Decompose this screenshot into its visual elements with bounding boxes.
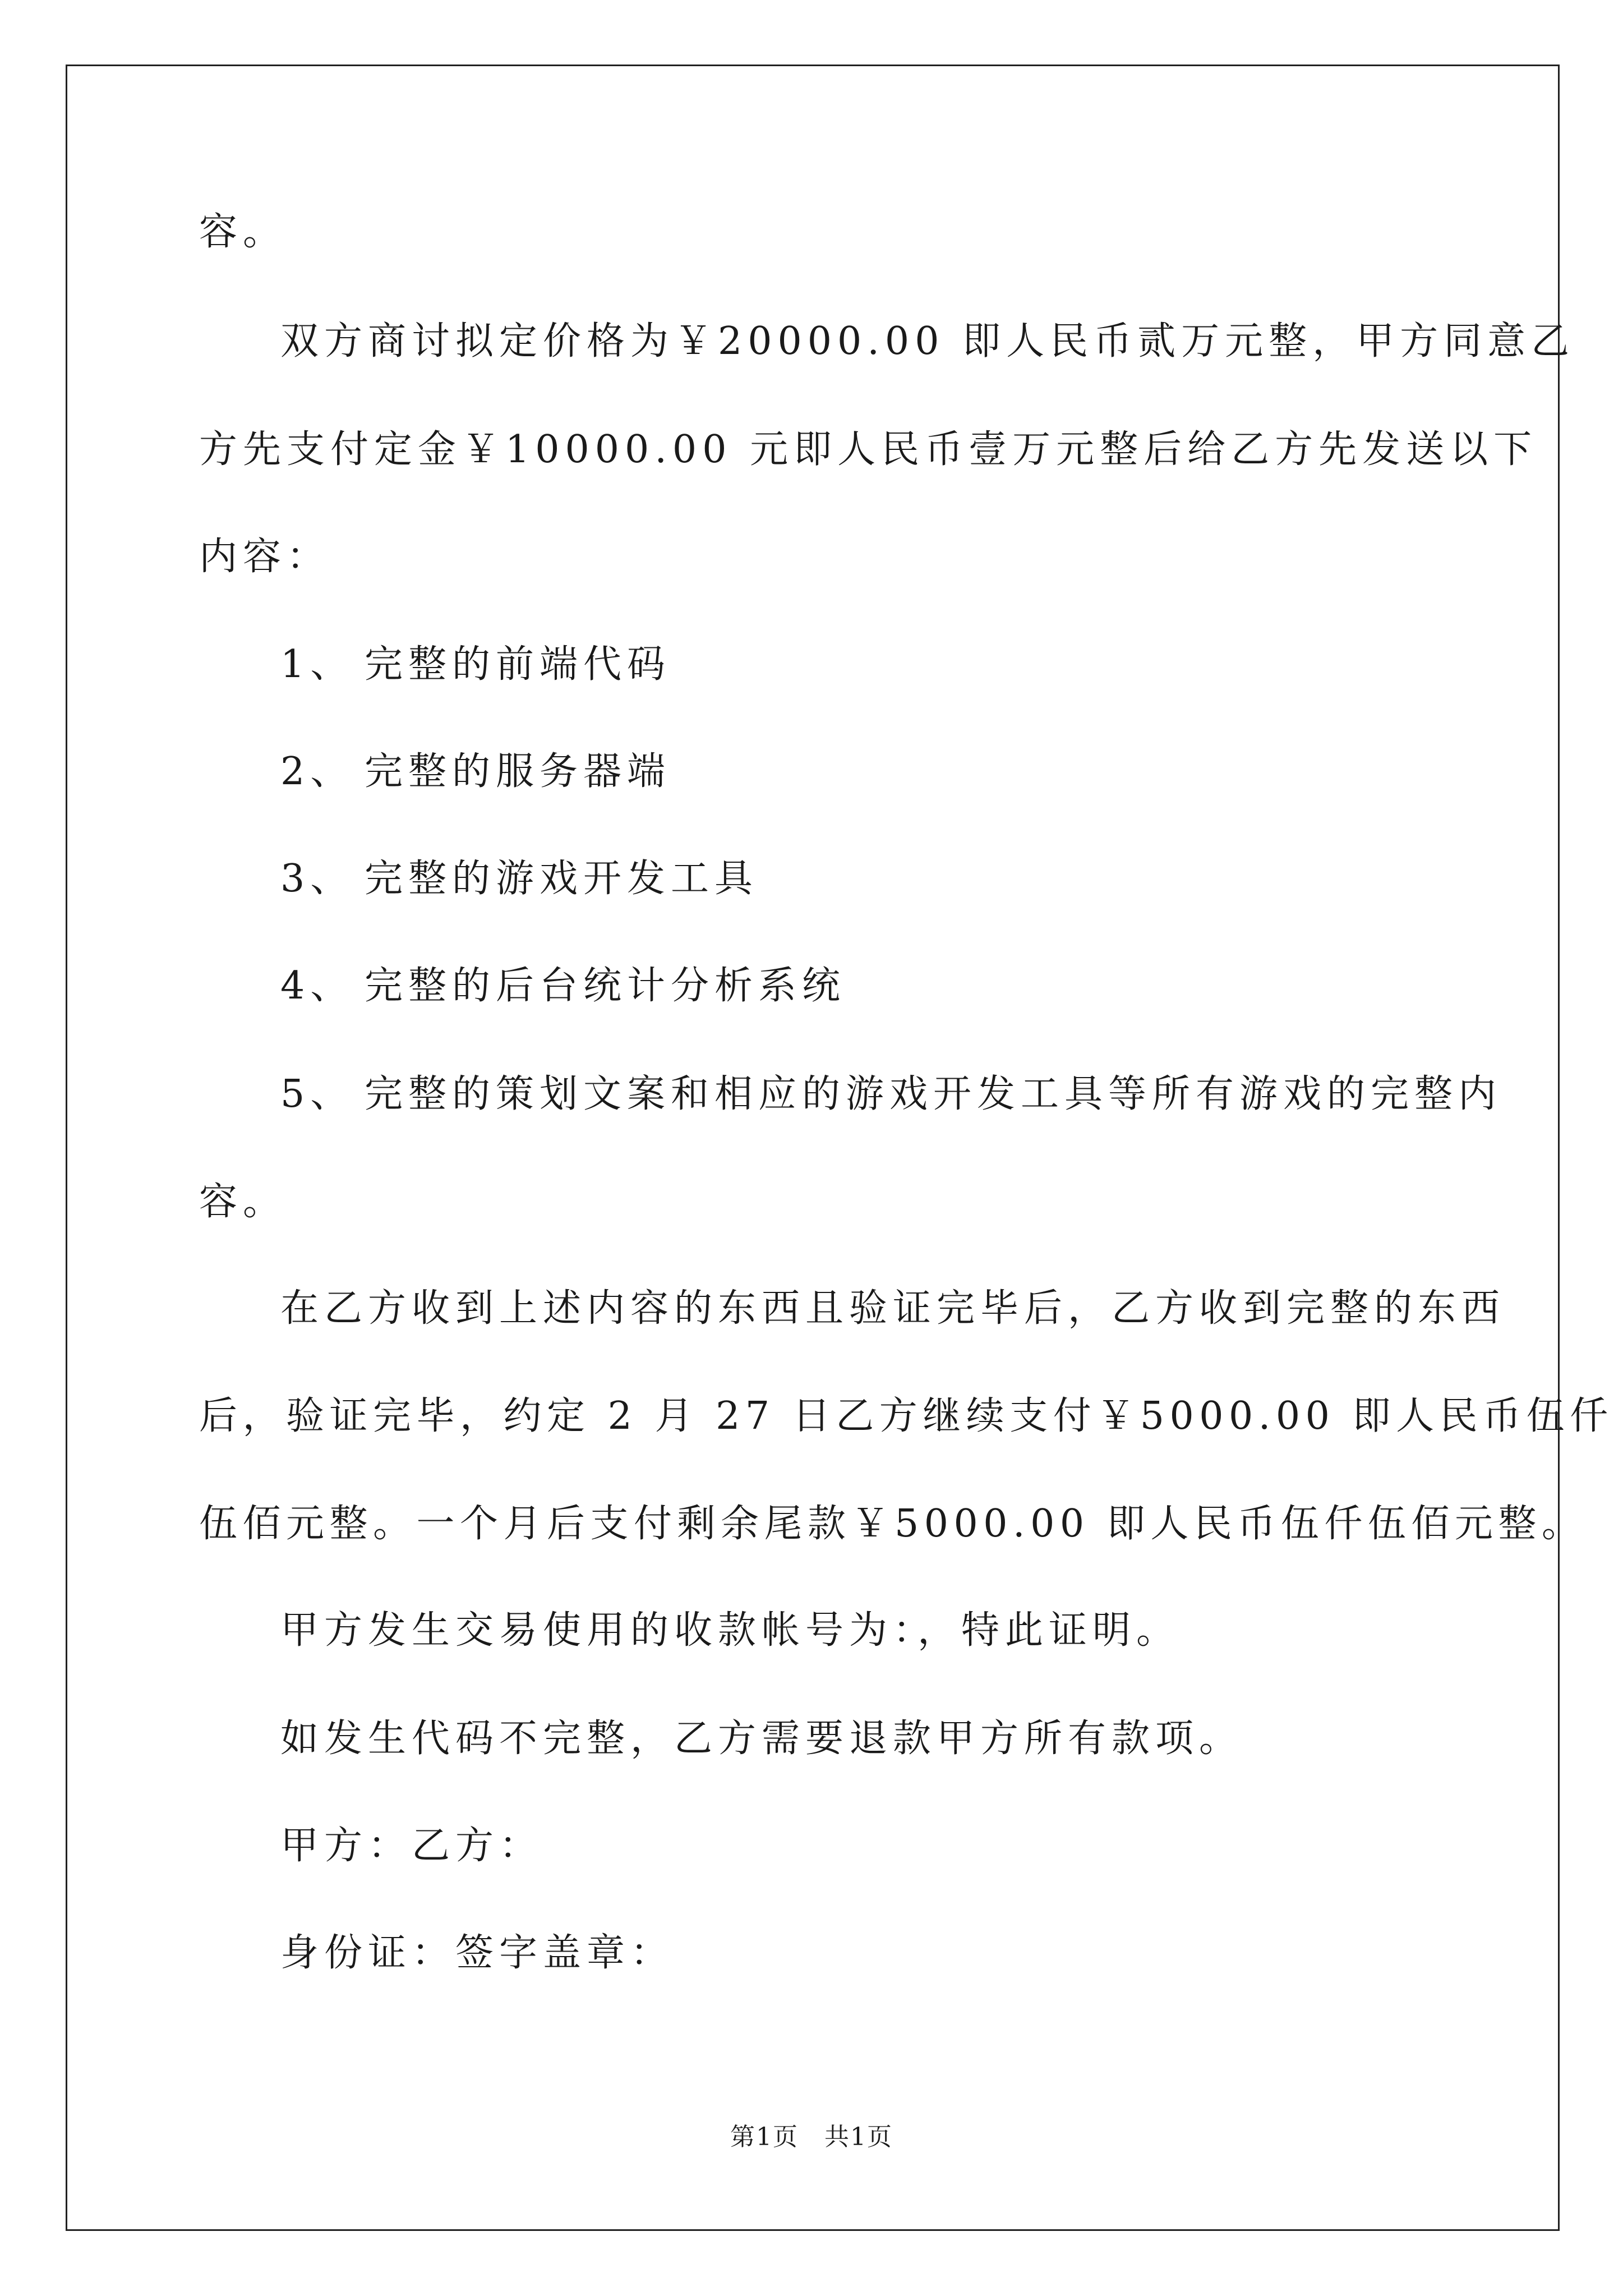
list-item-number: 5、 (280, 1072, 354, 1116)
list-item-text: 完整的后台统计分析系统 (365, 964, 846, 1008)
text-line: 容。 (199, 210, 287, 254)
list-item (280, 747, 671, 797)
list-item (280, 854, 758, 904)
list-item-number: 1、 (280, 642, 354, 687)
text-line: 方先支付定金￥10000.00 元即人民币壹万元整后给乙方先发送以下 (199, 427, 1538, 472)
text-line: 内容： (199, 535, 331, 579)
text-line: 后，验证完毕，约定 2 月 27 日乙方继续支付￥5000.00 即人民币伍仟 (199, 1394, 1613, 1438)
text-line: 伍佰元整。一个月后支付剩余尾款￥5000.00 即人民币伍仟伍佰元整。 (199, 1502, 1585, 1546)
text-line: 甲方发生交易使用的收款帐号为：，特此证明。 (280, 1608, 1181, 1653)
text-line: 如发生代码不完整，乙方需要退款甲方所有款项。 (280, 1717, 1243, 1761)
list-item-text: 完整的前端代码 (365, 642, 671, 687)
text-line: 在乙方收到上述内容的东西且验证完毕后，乙方收到完整的东西 (280, 1286, 1506, 1331)
list-item (280, 961, 846, 1011)
list-item-text: 完整的服务器端 (365, 749, 671, 794)
text-line: 容。 (199, 1180, 287, 1224)
list-item (280, 639, 671, 690)
page-footer: 第1页 共1页 (730, 2123, 893, 2151)
text-line: 身份证：签字盖章： (280, 1931, 675, 1975)
list-item-number: 4、 (280, 964, 354, 1008)
list-item-text: 完整的策划文案和相应的游戏开发工具等所有游戏的完整内 (365, 1072, 1502, 1116)
list-item-number: 2、 (280, 749, 354, 794)
page-border (66, 65, 1560, 2231)
list-item (280, 1069, 1502, 1120)
list-item-number: 3、 (280, 857, 354, 901)
list-item-text: 完整的游戏开发工具 (365, 857, 759, 901)
text-line: 双方商讨拟定价格为￥20000.00 即人民币贰万元整，甲方同意乙 (280, 319, 1575, 364)
text-line: 甲方：乙方： (280, 1824, 543, 1868)
